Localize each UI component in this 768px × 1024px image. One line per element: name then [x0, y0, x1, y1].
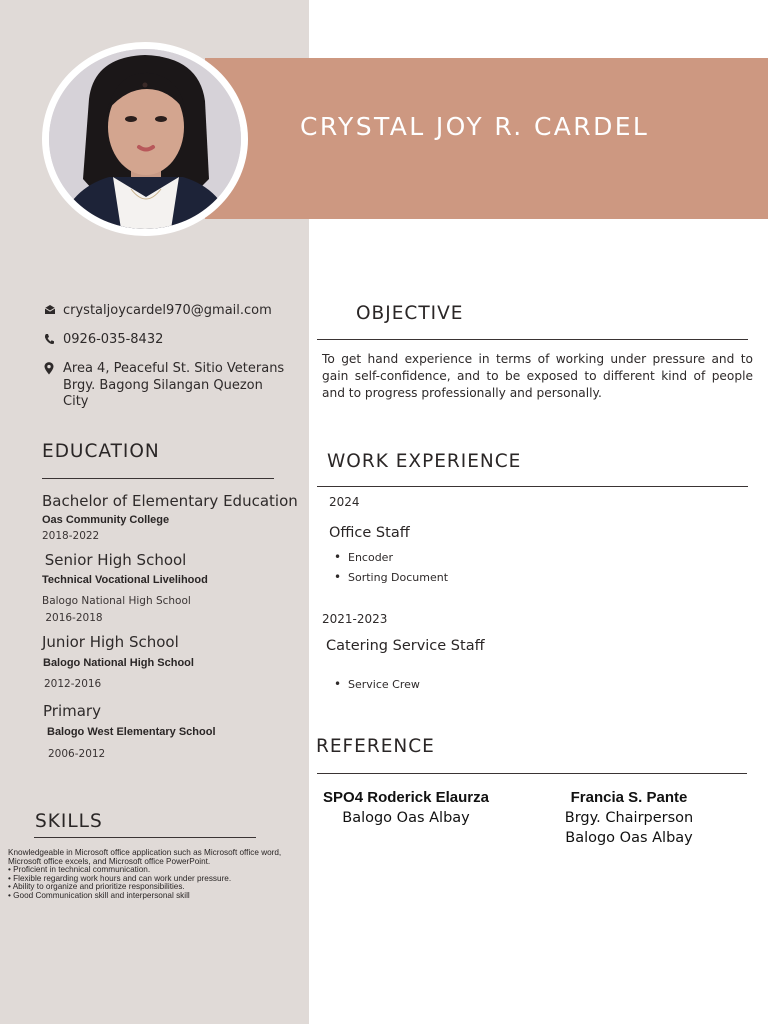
address-line: City [63, 394, 89, 409]
skill-item: • Flexible regarding work hours and can work under pressure. [8, 873, 232, 883]
skills-list [8, 849, 310, 901]
job-year: 2021-2023 [322, 612, 388, 626]
skills-divider [34, 837, 256, 838]
skill-item: • Proficient in technical communication. [8, 865, 151, 875]
contact-email[interactable] [44, 303, 272, 320]
reference-divider [317, 773, 747, 774]
education-years: 2018-2022 [42, 530, 100, 542]
skill-item: Knowledgeable in Microsoft office application such as Microsoft office word, Microsoft office excels, and Microsoft office PowerPoint. [8, 848, 282, 866]
objective-text: To get hand experience in terms of working under pressure and to gain self-confidence, and to be exposed to different kind of people and to progress professionally and personally. [322, 352, 753, 400]
address-line: Brgy. Bagong Silangan Quezon [63, 377, 263, 393]
reference-detail: Brgy. Chairperson [564, 810, 694, 826]
education-years: 2012-2016 [44, 678, 102, 690]
job-title: Catering Service Staff [326, 638, 485, 654]
skill-item: • Good Communication skill and interpersonal skill [8, 890, 190, 900]
job-duty: • Service Crew [348, 678, 420, 691]
education-school: Balogo National High School [43, 657, 194, 669]
education-heading: EDUCATION [42, 441, 160, 462]
education-school: Oas Community College [42, 514, 170, 526]
work-divider [317, 486, 748, 487]
skill-item: • Ability to organize and prioritize responsibilities. [8, 882, 185, 892]
envelope-icon [44, 303, 63, 319]
job-duty: • Encoder [348, 551, 393, 564]
address-line: Area 4, Peaceful St. Sitio Veterans [63, 361, 285, 376]
email-text: crystaljoycardel970@gmail.com [63, 303, 272, 318]
job-title: Office Staff [329, 525, 410, 541]
phone-icon [44, 332, 63, 349]
education-level: Senior High School [40, 551, 187, 569]
objective-divider [317, 339, 748, 340]
address-text [63, 361, 284, 411]
education-level: Primary [43, 702, 101, 720]
education-school: Balogo National High School [42, 595, 191, 607]
education-degree: Bachelor of Elementary Education [42, 492, 298, 510]
education-strand: Technical Vocational Livelihood [42, 574, 208, 586]
reference-card [528, 788, 730, 848]
contact-address [44, 361, 284, 411]
reference-heading: REFERENCE [316, 736, 435, 757]
phone-text: 0926-035-8432 [63, 332, 164, 347]
job-duty: • Sorting Document [348, 571, 448, 584]
reference-detail: Balogo Oas Albay [565, 830, 693, 846]
contact-phone[interactable] [44, 332, 163, 349]
skills-heading: SKILLS [35, 811, 103, 832]
work-heading: WORK EXPERIENCE [327, 451, 522, 472]
education-years: 2006-2012 [48, 748, 106, 760]
candidate-name: CRYSTAL JOY R. CARDEL [300, 112, 650, 141]
job-year: 2024 [329, 495, 360, 509]
profile-photo [49, 49, 241, 229]
education-level: Junior High School [42, 633, 179, 651]
map-pin-icon [44, 361, 63, 379]
reference-detail: Balogo Oas Albay [342, 810, 470, 826]
education-divider [42, 478, 274, 479]
reference-name: SPO4 Roderick Elaurza [323, 789, 489, 806]
objective-heading: OBJECTIVE [356, 303, 464, 324]
reference-name: Francia S. Pante [570, 789, 688, 806]
education-years: 2016-2018 [42, 612, 103, 624]
reference-card [300, 788, 512, 828]
education-school: Balogo West Elementary School [47, 726, 216, 738]
